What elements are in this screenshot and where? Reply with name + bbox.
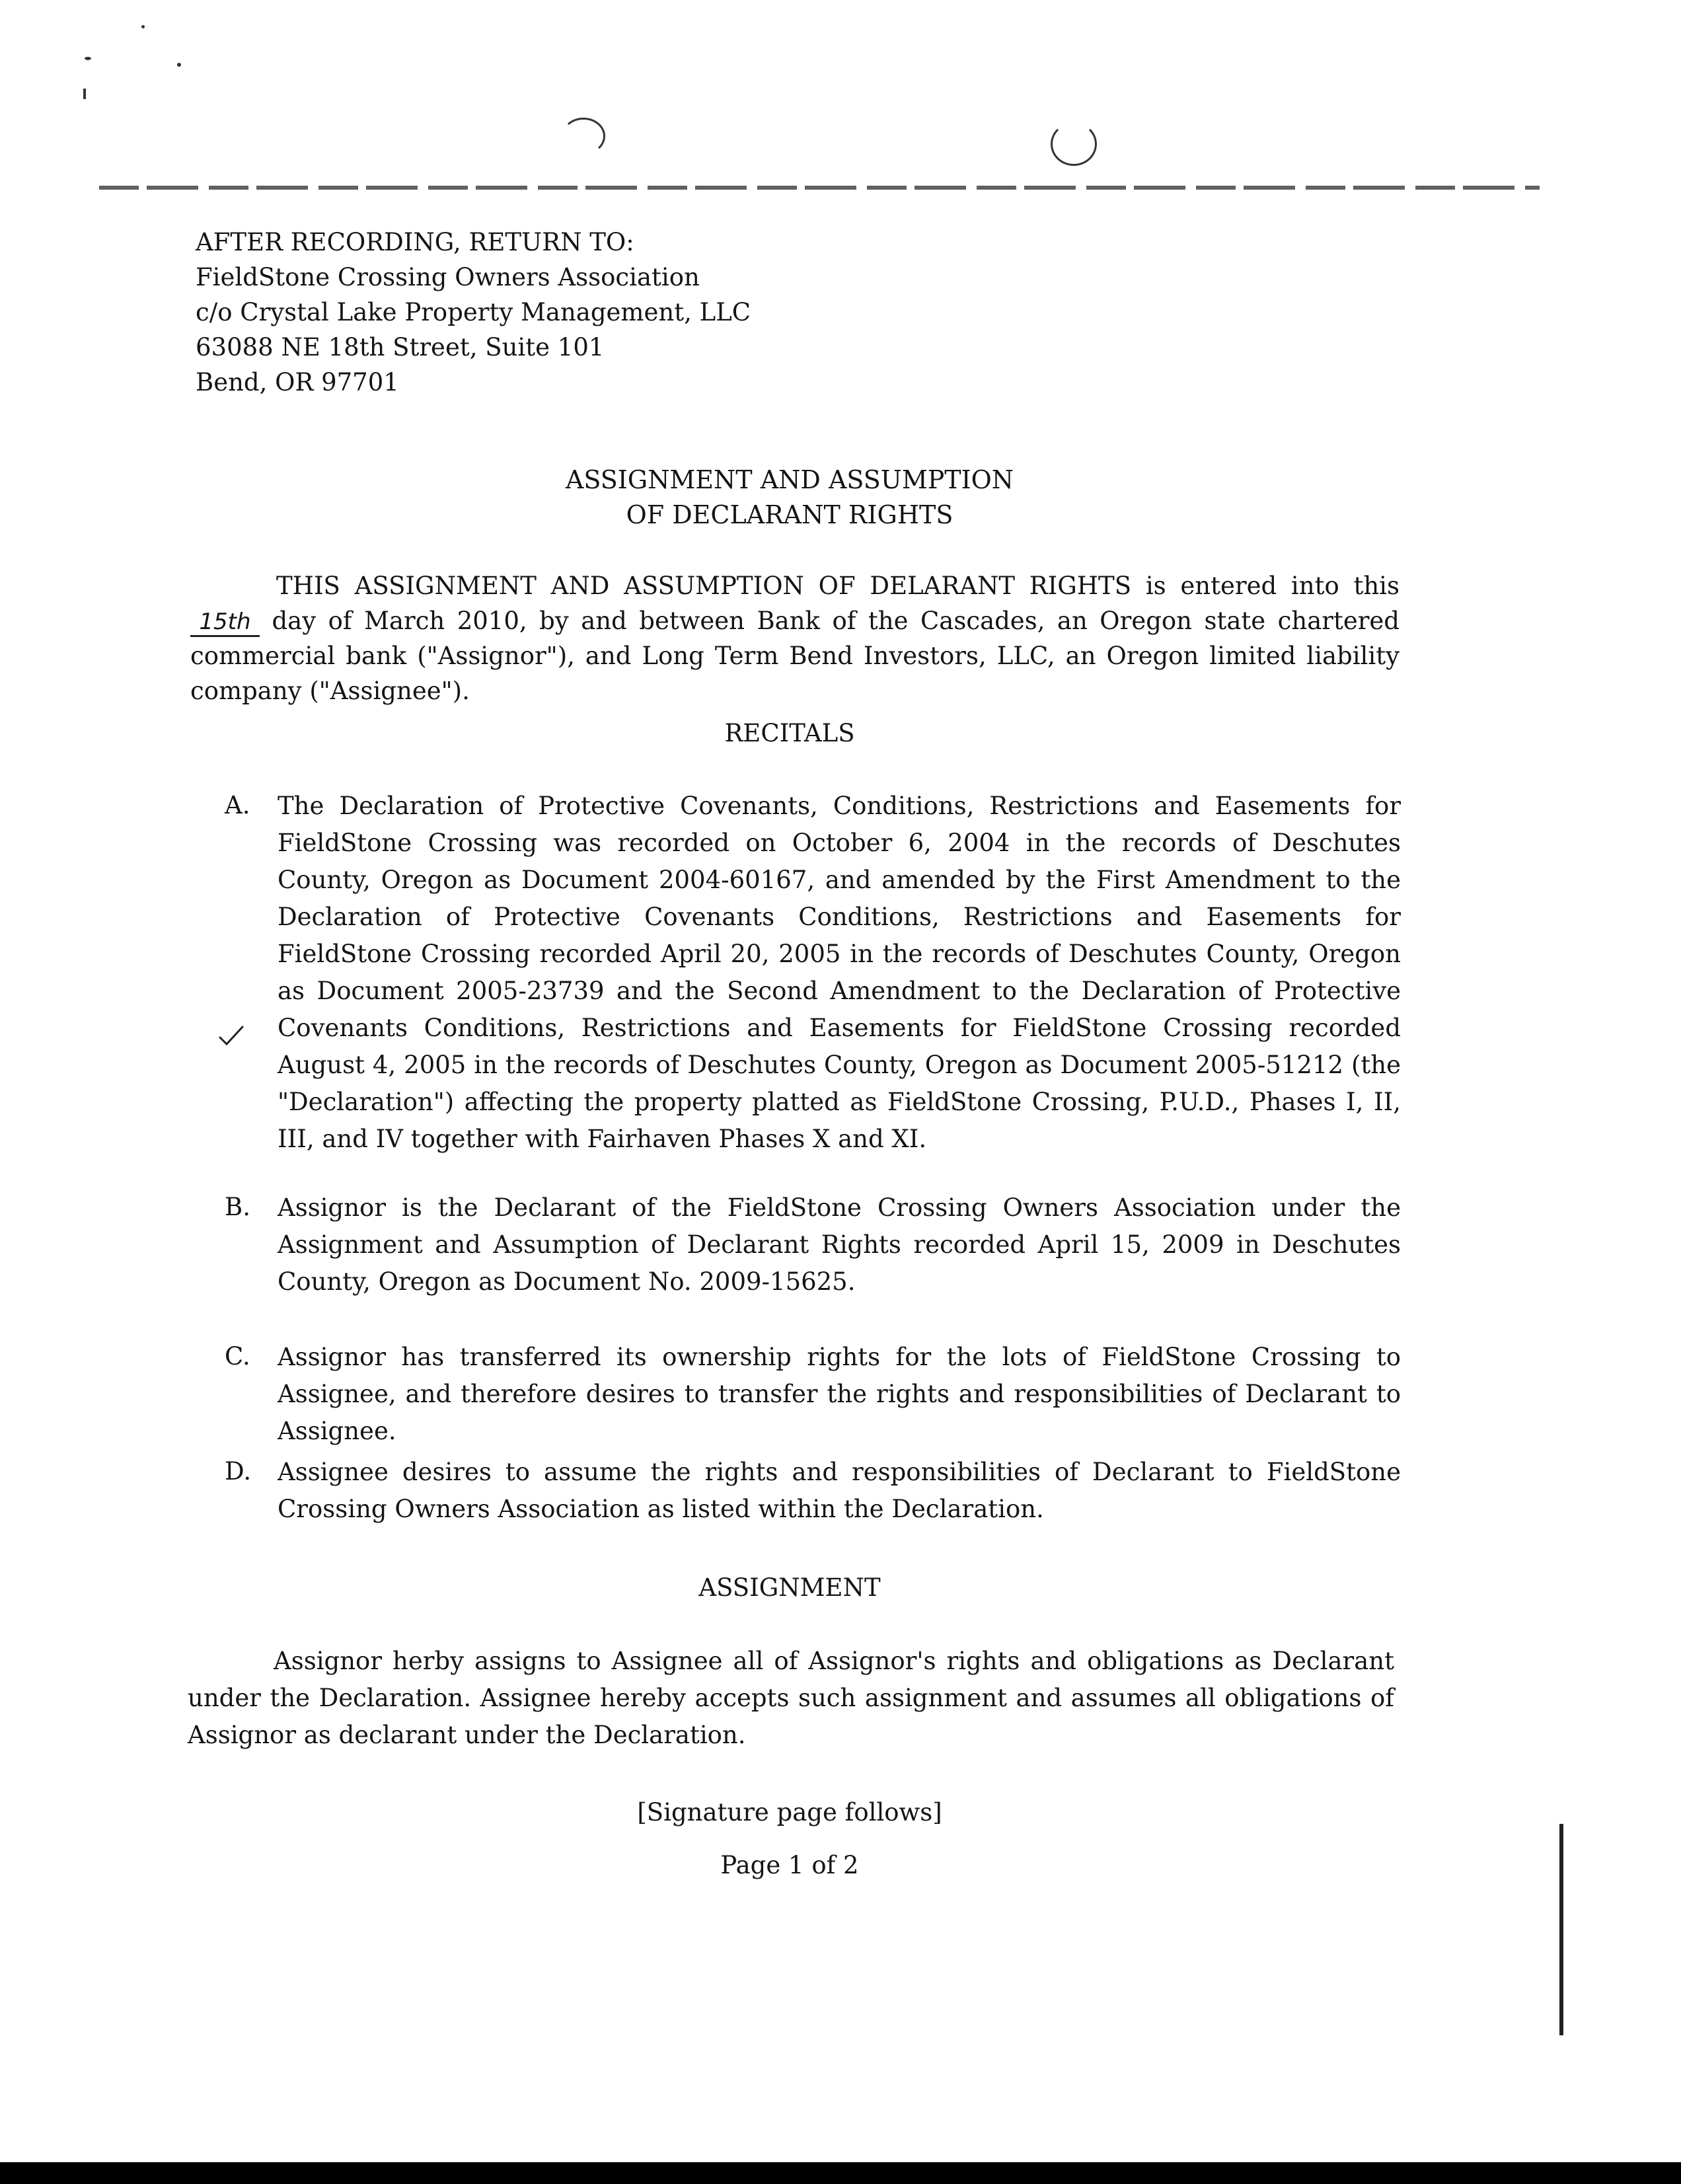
assignment-heading: ASSIGNMENT (698, 1573, 881, 1602)
recital-letter: D. (225, 1457, 252, 1486)
scan-bottom-edge (0, 2162, 1681, 2184)
recital-text: Assignor has transferred its ownership rights for the lots of FieldStone Crossing to Assignee, and therefore desires to transfer the rights and responsibilities of Declarant to Assignee. (278, 1343, 1401, 1445)
recital-text: Assignee desires to assume the rights and responsibilities of Declarant to FieldStone Crossing Owners Association as listed within the Declaration. (278, 1458, 1401, 1523)
page-number: Page 1 of 2 (720, 1851, 859, 1879)
recital-letter: B. (225, 1193, 250, 1221)
title-line-2: OF DECLARANT RIGHTS (626, 500, 953, 529)
return-line: FieldStone Crossing Owners Association (196, 263, 700, 291)
recital-text: The Declaration of Protective Covenants, Conditions, Restrictions and Easements for FieldStone Crossing was recorded on October 6, 2004 in the records of Deschutes County, Oregon as Document 2004-60167, and amended by the First Amendment to the Declaration of Protective Covenants Conditions, Restrictions and Easements for FieldStone Crossing recorded April 20, 2005 in the records of Deschutes County, Oregon as Document 2005-23739 and the Second Amendment to the Declaration of Protective Covenants Conditions, Restrictions and Easements for FieldStone Crossing recorded August 4, 2005 in the records of Deschutes County, Oregon as Document 2005-51212 (the "Declaration") affecting the property platted as FieldStone Crossing, P.U.D., Phases I, II, III, and IV together with Fairhaven Phases X and XI. (278, 792, 1401, 1153)
scan-speck (83, 89, 86, 99)
scan-speck (177, 63, 181, 67)
return-line: c/o Crystal Lake Property Management, LLC (196, 298, 751, 326)
checkmark-icon (218, 1024, 244, 1047)
return-line: Bend, OR 97701 (196, 368, 399, 396)
intro-text-end: day of March 2010, by and between Bank of the Cascades, an Oregon state chartered commercial bank ("Assignor"), and Long Term Bend Investors, LLC, an Oregon limited liability company ("Assignee"). (190, 607, 1400, 705)
assignment-text: Assignor herby assigns to Assignee all of Assignor's rights and obligations as Declarant under the Declaration. Assignee hereby accepts such assignment and assumes all obligations of Assignor as declarant under the Declaration. (188, 1647, 1394, 1749)
scan-speck (85, 57, 91, 60)
scan-edge-mark (1559, 1824, 1563, 2035)
punch-hole-mark (562, 118, 605, 155)
document-title (0, 463, 1579, 533)
return-address-block (196, 225, 751, 400)
intro-text-start: THIS ASSIGNMENT AND ASSUMPTION OF DELARANT RIGHTS is entered into this (276, 572, 1400, 600)
recital-item (225, 1189, 1401, 1300)
scan-speck (141, 25, 145, 28)
recital-item (225, 1454, 1401, 1528)
assignment-paragraph (188, 1643, 1394, 1754)
recitals-heading: RECITALS (724, 719, 855, 747)
recital-text: Assignor is the Declarant of the FieldStone Crossing Owners Association under the Assignment and Assumption of Declarant Rights recorded April 15, 2009 in Deschutes County, Oregon as Document No. 2009-15625. (278, 1193, 1401, 1296)
recital-letter: A. (225, 791, 250, 819)
scan-dashed-line (99, 186, 1540, 190)
recital-item (225, 1339, 1401, 1450)
punch-hole-mark (1051, 122, 1097, 166)
recital-item (225, 788, 1401, 1158)
intro-paragraph (190, 568, 1400, 708)
title-line-1: ASSIGNMENT AND ASSUMPTION (565, 465, 1014, 494)
return-heading: AFTER RECORDING, RETURN TO: (196, 228, 634, 256)
signature-page-note: [Signature page follows] (637, 1798, 942, 1826)
handwritten-day-field: 15th (190, 609, 260, 637)
recital-letter: C. (225, 1342, 250, 1371)
return-line: 63088 NE 18th Street, Suite 101 (196, 333, 605, 361)
